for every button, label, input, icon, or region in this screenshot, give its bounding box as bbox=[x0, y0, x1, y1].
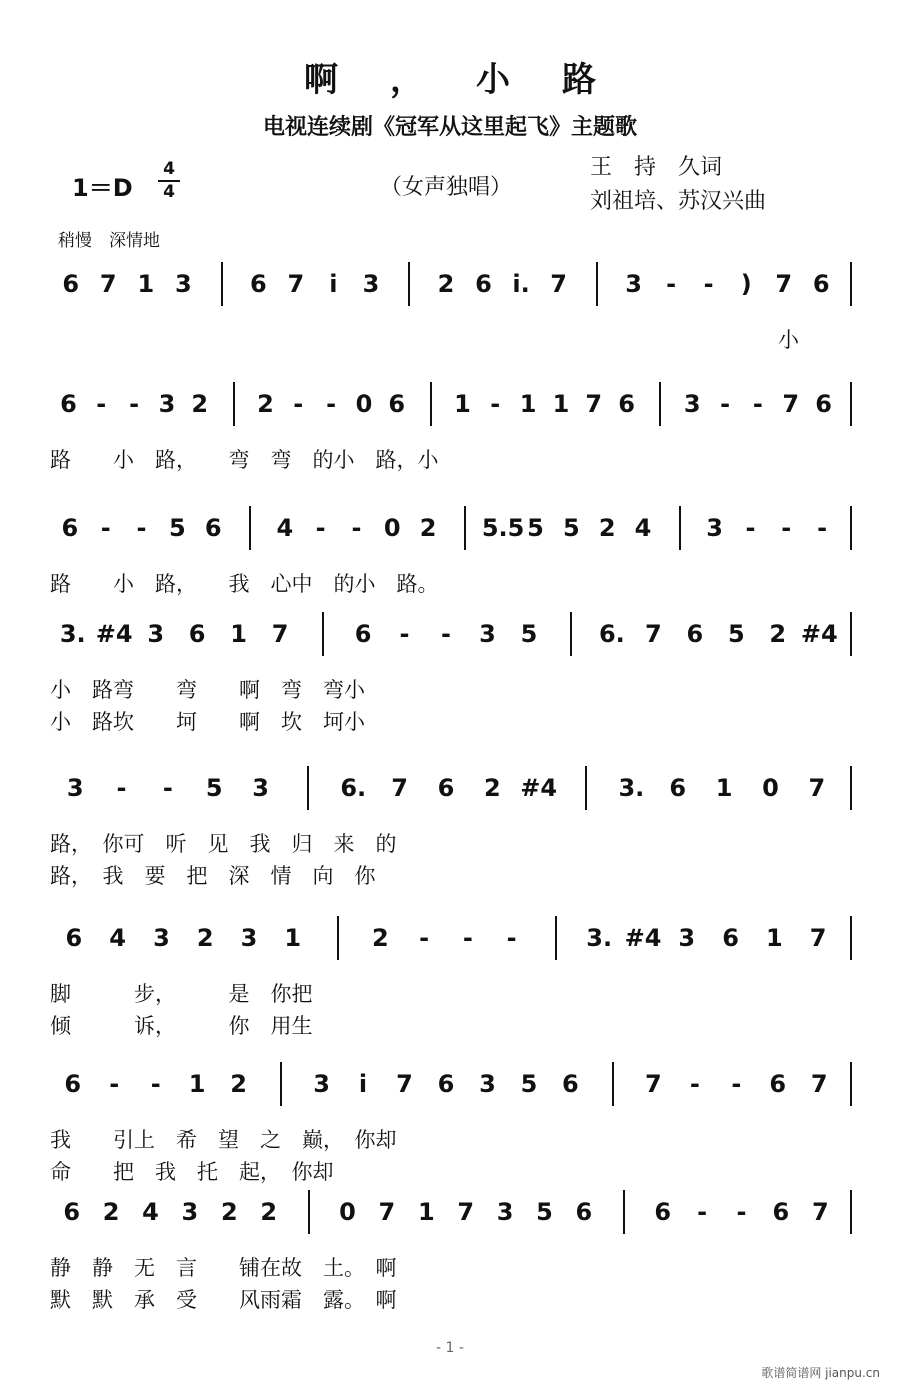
time-signature bbox=[158, 160, 180, 202]
note: 3 bbox=[678, 924, 696, 952]
note: - bbox=[731, 1070, 742, 1098]
bar-line bbox=[221, 262, 223, 306]
note: 6 bbox=[437, 1070, 455, 1098]
note: 2 bbox=[196, 924, 214, 952]
composer-credit: 刘祖培、苏汉兴曲 bbox=[590, 189, 767, 214]
note: 6 bbox=[62, 270, 80, 298]
note: 1 bbox=[552, 390, 570, 418]
note: 3 bbox=[252, 774, 269, 802]
bar-line bbox=[322, 612, 324, 656]
bar-line bbox=[850, 612, 852, 656]
note: - bbox=[697, 1198, 708, 1226]
note: 6 bbox=[64, 1070, 82, 1098]
note: 1 bbox=[417, 1198, 435, 1226]
bar-line bbox=[464, 506, 466, 550]
bar-line bbox=[612, 1062, 614, 1106]
note: 7 bbox=[810, 1070, 828, 1098]
notation-row bbox=[40, 766, 860, 826]
note: 6 bbox=[669, 774, 687, 802]
note: 2 bbox=[483, 774, 501, 802]
note: - bbox=[100, 514, 111, 542]
note: - bbox=[315, 514, 326, 542]
page-subtitle: 电视连续剧《冠军从这里起飞》主题歌 bbox=[262, 114, 637, 140]
note: - bbox=[129, 390, 140, 418]
note: 6 bbox=[354, 620, 372, 648]
note: 3 bbox=[479, 620, 496, 648]
note: #4 bbox=[95, 620, 133, 648]
note: 1 bbox=[284, 924, 302, 952]
bar-line bbox=[585, 766, 587, 810]
note: i. bbox=[512, 270, 530, 298]
notation-row bbox=[40, 916, 860, 976]
note: 2 bbox=[371, 924, 389, 952]
note: 2 bbox=[437, 270, 455, 298]
watermark: 歌谱简谱网 jianpu.cn bbox=[761, 1366, 880, 1380]
note: 1 bbox=[519, 390, 537, 418]
note: 7 bbox=[808, 774, 826, 802]
note: - bbox=[817, 514, 828, 542]
note: 6 bbox=[618, 390, 635, 418]
bar-line bbox=[679, 506, 681, 550]
note: 6 bbox=[575, 1198, 593, 1226]
note: 2 bbox=[191, 390, 209, 418]
note: 3 bbox=[181, 1198, 199, 1226]
note: - bbox=[326, 390, 337, 418]
note: 7 bbox=[782, 390, 800, 418]
note: 6 bbox=[250, 270, 267, 298]
bar-line bbox=[570, 612, 572, 656]
voice-type: （女声独唱） bbox=[380, 175, 513, 200]
note: 3 bbox=[683, 390, 701, 418]
note: - bbox=[399, 620, 410, 648]
lyric-line: 路 小 路， 弯 弯 的小 路，小 bbox=[50, 448, 439, 472]
key-signature: 1＝D bbox=[72, 174, 133, 202]
note: 5 bbox=[169, 514, 186, 542]
note: - bbox=[666, 270, 677, 298]
note: 4 bbox=[276, 514, 294, 542]
note: 6 bbox=[63, 1198, 81, 1226]
notation-row bbox=[40, 612, 860, 672]
note: 6 bbox=[722, 924, 739, 952]
note: 7 bbox=[378, 1198, 396, 1226]
note: 5 bbox=[536, 1198, 553, 1226]
notation-row bbox=[40, 262, 860, 322]
bar-line bbox=[850, 506, 852, 550]
note: 6 bbox=[61, 514, 79, 542]
notation-row bbox=[40, 382, 860, 442]
note: 6. bbox=[598, 620, 625, 648]
bar-line bbox=[430, 382, 432, 426]
note: 3 bbox=[313, 1070, 330, 1098]
note: 6 bbox=[65, 924, 83, 952]
bar-line bbox=[555, 916, 557, 960]
note: 2 bbox=[260, 1198, 278, 1226]
note: 5 bbox=[527, 514, 544, 542]
note: 6 bbox=[769, 1070, 787, 1098]
note: 3. bbox=[618, 774, 645, 802]
note: 5 bbox=[520, 620, 538, 648]
note: 1 bbox=[454, 390, 471, 418]
note: 5 bbox=[205, 774, 223, 802]
note: - bbox=[736, 1198, 747, 1226]
meter-bottom: 4 bbox=[163, 182, 175, 202]
note: 6 bbox=[772, 1198, 790, 1226]
bar-line bbox=[337, 916, 339, 960]
bar-line bbox=[850, 262, 852, 306]
note: 7 bbox=[271, 620, 289, 648]
note: 5 bbox=[727, 620, 745, 648]
bar-line bbox=[233, 382, 235, 426]
bar-line bbox=[596, 262, 598, 306]
note: 6 bbox=[204, 514, 222, 542]
note: 0 bbox=[355, 390, 373, 418]
note: 3 bbox=[240, 924, 258, 952]
note: 3. bbox=[586, 924, 613, 952]
note: 6 bbox=[437, 774, 455, 802]
note: 6 bbox=[388, 390, 406, 418]
lyric-line: 小 路弯 弯 啊 弯 弯小 bbox=[50, 678, 365, 702]
note: 4 bbox=[109, 924, 126, 952]
note: 3 bbox=[158, 390, 176, 418]
note: - bbox=[506, 924, 517, 952]
note: 0 bbox=[762, 774, 779, 802]
note: ) bbox=[740, 270, 752, 298]
note: 6 bbox=[562, 1070, 579, 1098]
note: 7 bbox=[287, 270, 305, 298]
bar-line bbox=[280, 1062, 282, 1106]
note: 3 bbox=[625, 270, 642, 298]
bar-line bbox=[408, 262, 410, 306]
note: 2 bbox=[769, 620, 787, 648]
bar-line bbox=[307, 766, 309, 810]
page-number: - 1 - bbox=[436, 1340, 464, 1356]
note: - bbox=[781, 514, 792, 542]
note: 2 bbox=[419, 514, 437, 542]
note: 3 bbox=[66, 774, 84, 802]
note: - bbox=[96, 390, 107, 418]
note: #4 bbox=[800, 620, 838, 648]
note: 7 bbox=[645, 620, 662, 648]
note: - bbox=[462, 924, 473, 952]
lyric-line: 我 引上 希 望 之 巅， 你却 bbox=[50, 1128, 397, 1152]
lyric-line: 路 小 路， 我 心中 的小 路。 bbox=[50, 572, 439, 596]
note: 7 bbox=[550, 270, 567, 298]
note: 3. bbox=[59, 620, 86, 648]
note: 7 bbox=[645, 1070, 662, 1098]
bar-line bbox=[308, 1190, 310, 1234]
note: - bbox=[116, 774, 127, 802]
note: 7 bbox=[396, 1070, 413, 1098]
note: 3 bbox=[706, 514, 723, 542]
bar-line bbox=[623, 1190, 625, 1234]
note: 7 bbox=[99, 270, 117, 298]
lyric-line: 脚 步， 是 你把 bbox=[50, 982, 313, 1006]
notation-row bbox=[40, 506, 860, 566]
page-title: 啊，小路 bbox=[304, 60, 648, 100]
note: 2 bbox=[230, 1070, 247, 1098]
note: - bbox=[293, 390, 304, 418]
lyric-line: 路， 你可 听 见 我 归 来 的 bbox=[50, 832, 397, 856]
bar-line bbox=[249, 506, 251, 550]
note: 6 bbox=[815, 390, 832, 418]
note: - bbox=[351, 514, 362, 542]
note: 2 bbox=[220, 1198, 238, 1226]
note: 3 bbox=[496, 1198, 514, 1226]
meter-top: 4 bbox=[163, 159, 175, 179]
note: #4 bbox=[624, 924, 662, 952]
note: 5.5 bbox=[481, 514, 525, 542]
tempo-marking: 稍慢 深情地 bbox=[58, 231, 160, 251]
note: - bbox=[150, 1070, 161, 1098]
note: 2 bbox=[598, 514, 616, 542]
bar-line bbox=[850, 382, 852, 426]
note: - bbox=[703, 270, 714, 298]
note: 2 bbox=[102, 1198, 120, 1226]
note: 1 bbox=[765, 924, 783, 952]
lyric-line: 倾 诉， 你 用生 bbox=[50, 1014, 313, 1038]
note: 6 bbox=[686, 620, 704, 648]
bar-line bbox=[850, 1062, 852, 1106]
note: 6 bbox=[60, 390, 77, 418]
note: 1 bbox=[188, 1070, 206, 1098]
note: 0 bbox=[383, 514, 401, 542]
note: 1 bbox=[715, 774, 733, 802]
note: 7 bbox=[811, 1198, 829, 1226]
note: 5 bbox=[563, 514, 580, 542]
note: 3 bbox=[479, 1070, 496, 1098]
lyric-line: 默 默 承 受 风雨霜 露。 啊 bbox=[50, 1288, 397, 1312]
notation-row bbox=[40, 1062, 860, 1122]
note: 3 bbox=[362, 270, 380, 298]
lyric-line: 静 静 无 言 铺在故 土。 啊 bbox=[50, 1256, 397, 1280]
note: 7 bbox=[809, 924, 827, 952]
bar-line bbox=[850, 916, 852, 960]
note: 1 bbox=[230, 620, 247, 648]
lyric-line: 命 把 我 托 起， 你却 bbox=[50, 1160, 334, 1184]
note: 6 bbox=[475, 270, 492, 298]
lyric-line: 小 路坎 坷 啊 坎 坷小 bbox=[50, 710, 365, 734]
note: - bbox=[441, 620, 451, 648]
note: 6 bbox=[654, 1198, 672, 1226]
note: - bbox=[689, 1070, 700, 1098]
note: 6. bbox=[340, 774, 367, 802]
note: 7 bbox=[457, 1198, 475, 1226]
note: - bbox=[162, 774, 173, 802]
note: 3 bbox=[153, 924, 170, 952]
note: i bbox=[358, 1070, 368, 1098]
lyric-line: 路， 我 要 把 深 情 向 你 bbox=[50, 864, 376, 888]
bar-line bbox=[659, 382, 661, 426]
note: 1 bbox=[137, 270, 155, 298]
note: 7 bbox=[391, 774, 408, 802]
note: 4 bbox=[634, 514, 652, 542]
note: - bbox=[490, 390, 501, 418]
note: 3 bbox=[147, 620, 165, 648]
note: 2 bbox=[257, 390, 274, 418]
note: 3 bbox=[174, 270, 192, 298]
note: - bbox=[419, 924, 430, 952]
note: i bbox=[329, 270, 338, 298]
note: - bbox=[109, 1070, 120, 1098]
note: 6 bbox=[188, 620, 206, 648]
note: - bbox=[745, 514, 756, 542]
notation-row bbox=[40, 1190, 860, 1250]
note: - bbox=[752, 390, 763, 418]
lyric-line: 小 bbox=[778, 328, 799, 352]
note: - bbox=[720, 390, 731, 418]
note: 7 bbox=[585, 390, 603, 418]
bar-line bbox=[850, 766, 852, 810]
lyricist-credit: 王 持 久词 bbox=[590, 155, 723, 180]
bar-line bbox=[850, 1190, 852, 1234]
note: 6 bbox=[812, 270, 830, 298]
note: 7 bbox=[775, 270, 793, 298]
note: #4 bbox=[520, 774, 558, 802]
note: 0 bbox=[339, 1198, 356, 1226]
note: 5 bbox=[520, 1070, 538, 1098]
note: - bbox=[136, 514, 147, 542]
note: 4 bbox=[142, 1198, 159, 1226]
